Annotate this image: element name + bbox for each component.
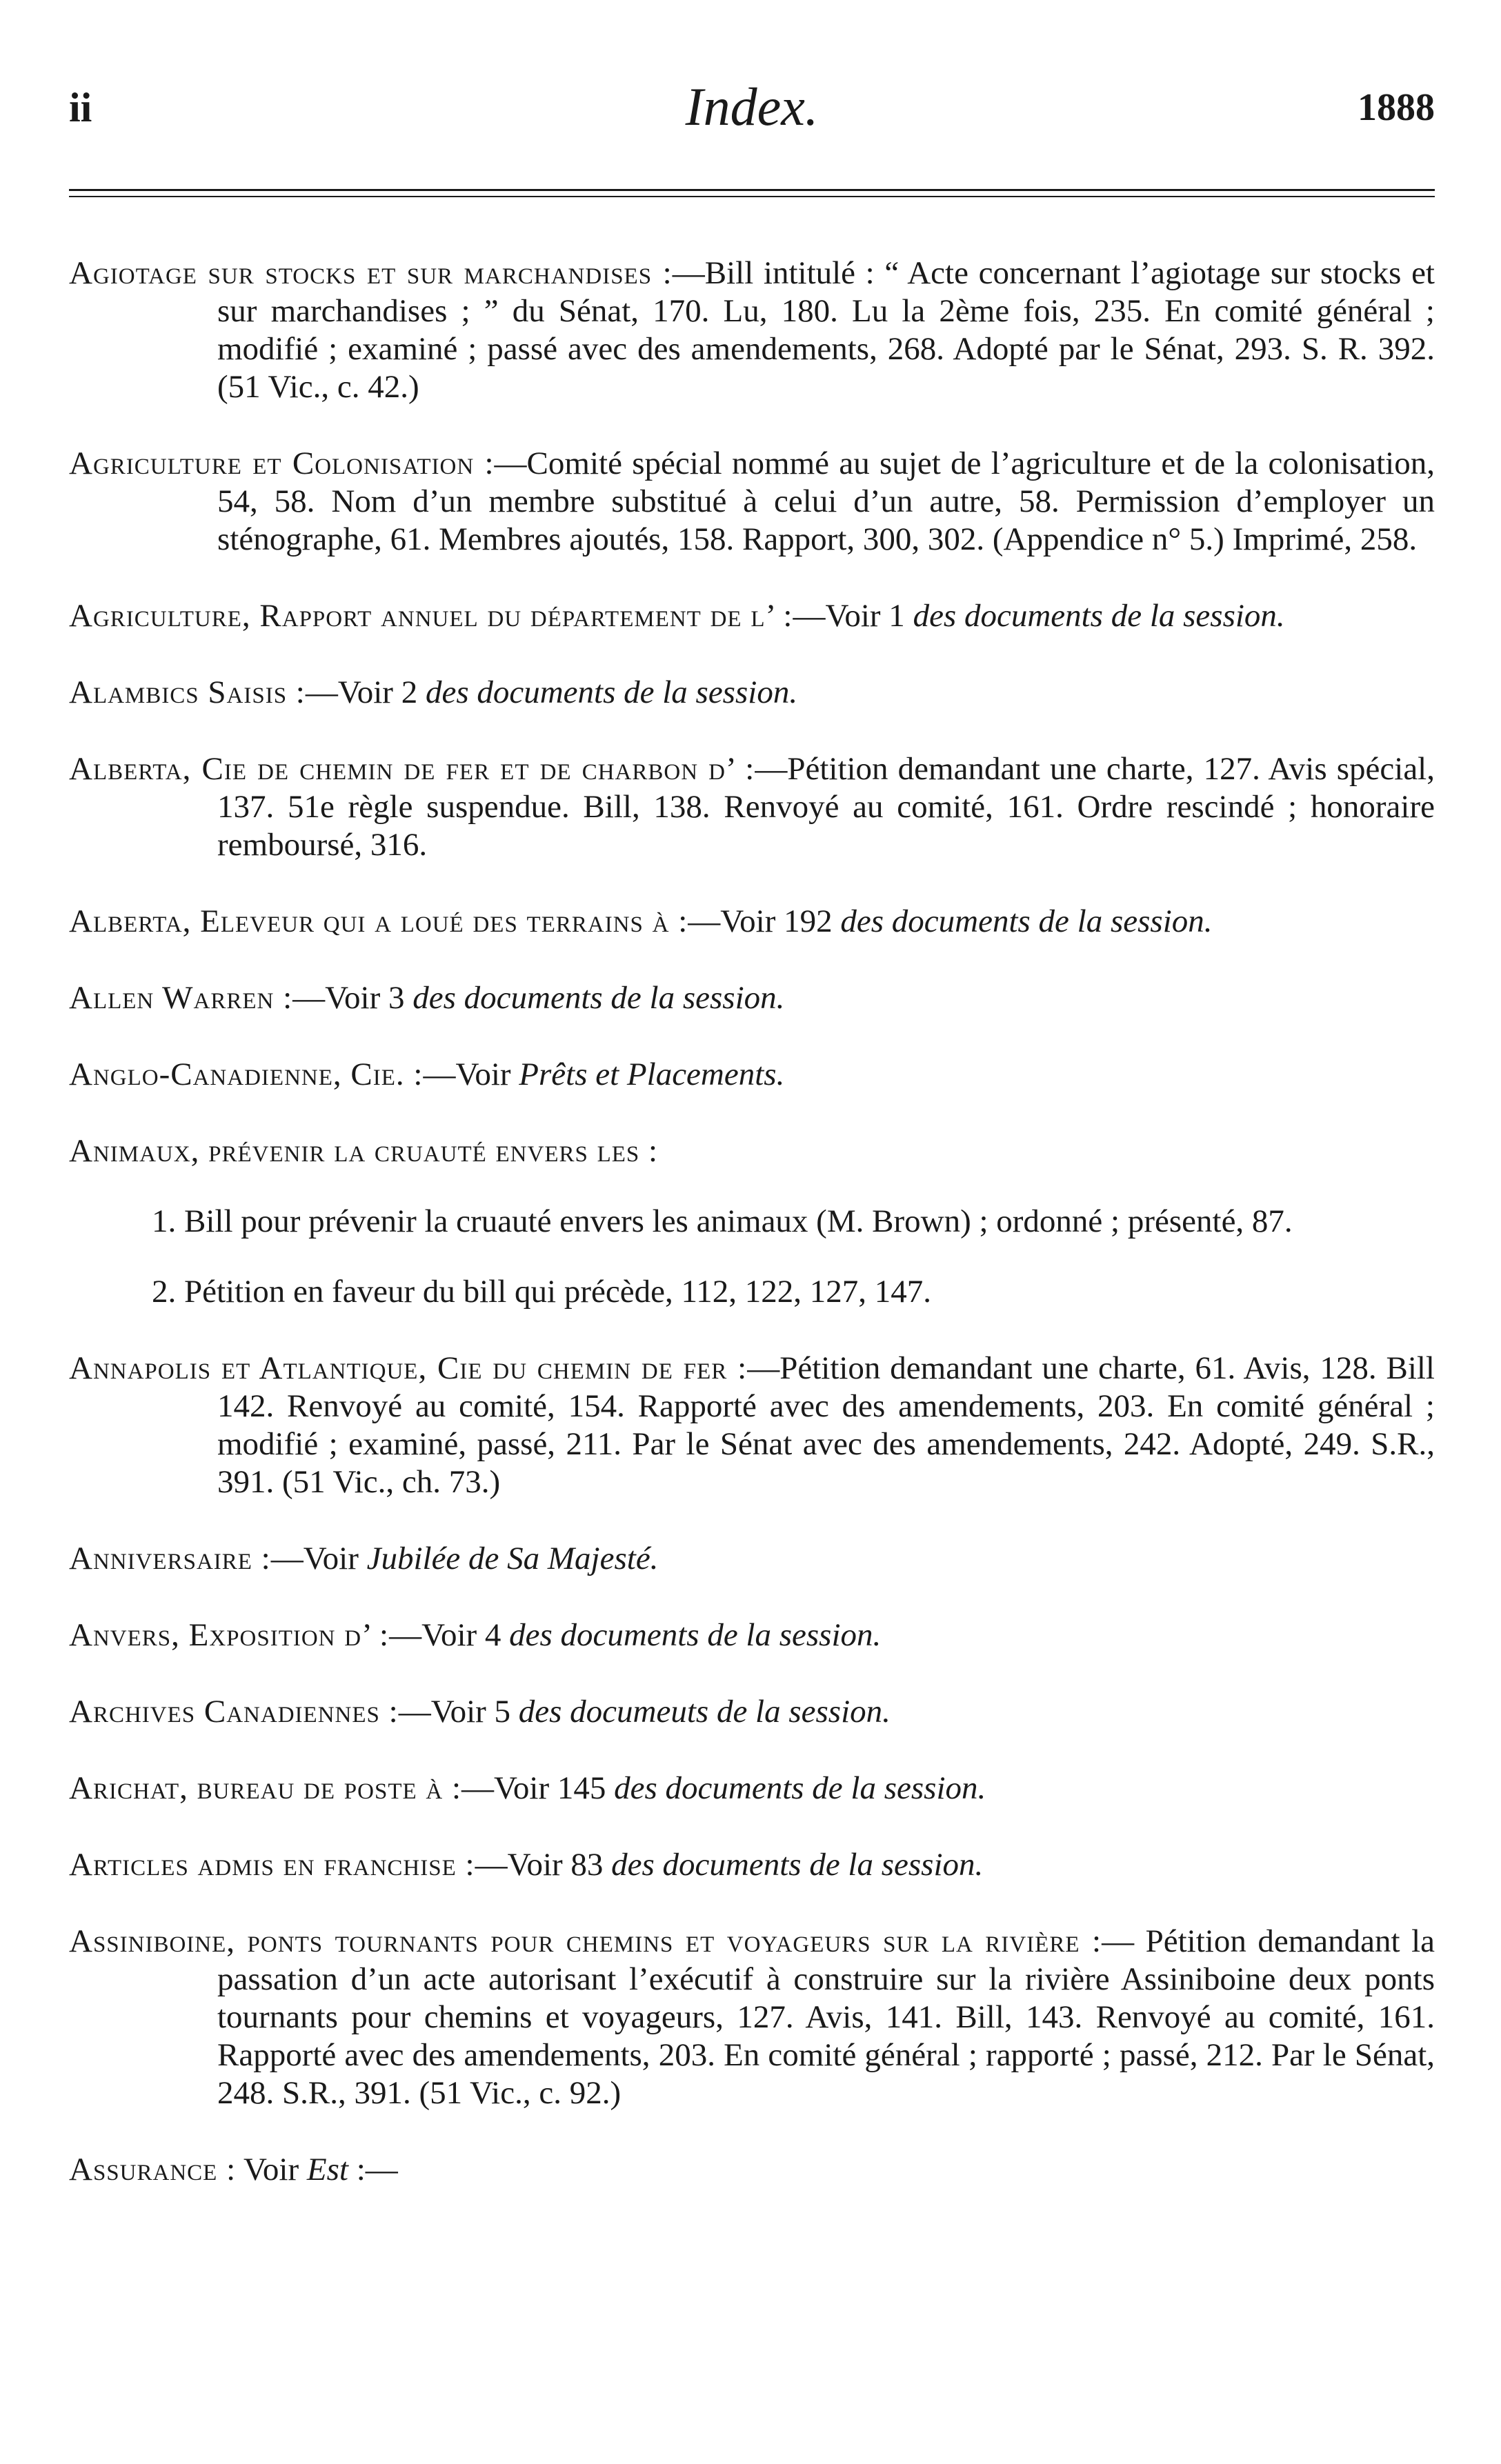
entry-reference: des documents de la session. — [614, 1770, 986, 1806]
header-rule-bottom — [69, 196, 1435, 197]
entry-text: —Voir 145 — [461, 1770, 615, 1806]
entry-heading: Alberta, Cie de chemin de fer et de charbon d’ : — [69, 751, 755, 787]
entry-heading: Articles admis en franchise : — [69, 1847, 475, 1883]
entry-text: —Voir 3 — [292, 980, 413, 1016]
entry-heading: Assiniboine, ponts tournants pour chemins et voyageurs sur la rivière : — [69, 1923, 1102, 1959]
entry-heading: Anniversaire : — [69, 1541, 271, 1576]
page-header — [69, 76, 1435, 159]
entry-heading: Agriculture, Rapport annuel du département de l’ : — [69, 598, 793, 634]
entry-text: — Pétition demandant la passation d’un acte autorisant l’exécutif à construire sur la rivière Assiniboine deux ponts tournants pour chemins et voyageurs, 127. Avis, 141. Bill, 143. Renvoyé au comité, 161. Rapporté avec des amendements, 203. En comité général ; rapporté ; passé, 212. Par le Sénat, 248. S.R., 391. (51 Vic., c. 92.) — [217, 1923, 1435, 2111]
subentry-number: 2. — [152, 1274, 177, 1310]
index-entry-annapolis — [69, 1350, 1435, 1501]
index-entry-agriculture-colonisation — [69, 445, 1435, 559]
index-entry-anglo-canadienne — [69, 1056, 1435, 1094]
page-number: ii — [69, 85, 92, 130]
index-entry-alambics — [69, 674, 1435, 712]
entry-text: Voir — [236, 2152, 307, 2187]
page-title: Index. — [685, 77, 819, 137]
index-entry-anniversaire — [69, 1540, 1435, 1578]
entry-heading: Animaux, prévenir la cruauté envers les : — [69, 1133, 659, 1169]
index-entries — [69, 222, 1435, 2227]
index-entry-allen-warren — [69, 979, 1435, 1017]
index-entry-arichat — [69, 1770, 1435, 1807]
entry-text: —Voir — [423, 1056, 519, 1092]
subentry-number: 1. — [152, 1203, 177, 1239]
entry-heading: Alberta, Eleveur qui a loué des terrains à : — [69, 903, 688, 939]
entry-reference: des documents de la session. — [840, 903, 1213, 939]
subentry-text: Bill pour prévenir la cruauté envers les animaux (M. Brown) ; ordonné ; présenté, 87. — [184, 1203, 1293, 1239]
entry-heading: Archives Canadiennes : — [69, 1694, 399, 1730]
entry-text: —Voir 192 — [688, 903, 841, 939]
entry-heading: Assurance : — [69, 2152, 237, 2187]
entry-text: —Voir 4 — [389, 1617, 510, 1653]
index-entry-agiotage — [69, 254, 1435, 406]
entry-reference: Prêts et Placements. — [519, 1056, 785, 1092]
entry-reference: des documents de la session. — [913, 598, 1285, 634]
entry-text: —Comité spécial nommé au sujet de l’agriculture et de la colonisation, 54, 58. Nom d’un membre substitué à celui d’un autre, 58. Permission d’employer un sténographe, 61. Membres ajoutés, 158. Rapport, 300, 302. (Appendice n° 5.) Imprimé, 258. — [217, 445, 1435, 557]
entry-text: —Voir 2 — [305, 674, 426, 710]
header-rule-top — [69, 189, 1435, 191]
entry-heading: Arichat, bureau de poste à : — [69, 1770, 462, 1806]
entry-heading: Alambics Saisis : — [69, 674, 306, 710]
entry-heading: Anvers, Exposition d’ : — [69, 1617, 390, 1653]
entry-reference: Jubilée de Sa Majesté. — [366, 1541, 659, 1576]
index-entry-alberta-chemin-de-fer — [69, 750, 1435, 864]
entry-heading: Agiotage sur stocks et sur marchandises : — [69, 255, 673, 291]
index-subentry — [69, 1203, 1435, 1241]
index-subentry — [69, 1273, 1435, 1311]
entry-reference: des documents de la session. — [425, 674, 798, 710]
index-page — [69, 0, 1435, 2464]
entry-reference: des documeuts de la session. — [518, 1694, 891, 1730]
entry-reference: des documents de la session. — [412, 980, 785, 1016]
entry-reference: des documents de la session. — [611, 1847, 984, 1883]
entry-reference: des documents de la session. — [509, 1617, 882, 1653]
entry-heading: Annapolis et Atlantique, Cie du chemin de fer : — [69, 1350, 748, 1386]
entry-text: —Bill intitulé : “ Acte concernant l’agiotage sur stocks et sur marchandises ; ” du Sénat, 170. Lu, 180. Lu la 2ème fois, 235. En comité général ; modifié ; examiné ; passé avec des amendements, 268. Adopté par le Sénat, 293. S. R. 392. (51 Vic., c. 42.) — [217, 255, 1435, 405]
index-entry-archives — [69, 1693, 1435, 1731]
index-entry-animaux — [69, 1132, 1435, 1170]
entry-text: —Pétition demandant une charte, 61. Avis, 128. Bill 142. Renvoyé au comité, 154. Rapporté avec des amendements, 203. En comité général ; modifié ; examiné, passé, 211. Par le Sénat avec des amendements, 242. Adopté, 249. S.R., 391. (51 Vic., ch. 73.) — [217, 1350, 1435, 1500]
entry-text: —Pétition demandant une charte, 127. Avis spécial, 137. 51e règle suspendue. Bill, 138. Renvoyé au comité, 161. Ordre rescindé ; honoraire remboursé, 316. — [217, 751, 1435, 863]
entry-text: —Voir 5 — [398, 1694, 519, 1730]
entry-text: —Voir — [270, 1541, 367, 1576]
index-entry-assiniboine — [69, 1923, 1435, 2112]
index-entry-agriculture-rapport — [69, 597, 1435, 635]
index-entry-alberta-eleveur — [69, 903, 1435, 941]
entry-heading: Anglo-Canadienne, Cie. : — [69, 1056, 424, 1092]
entry-heading: Allen Warren : — [69, 980, 293, 1016]
index-entry-articles-franchise — [69, 1846, 1435, 1884]
index-entry-assurance — [69, 2151, 1435, 2189]
subentry-text: Pétition en faveur du bill qui précède, 112, 122, 127, 147. — [184, 1274, 931, 1310]
entry-heading: Agriculture et Colonisation : — [69, 445, 495, 481]
index-entry-anvers — [69, 1616, 1435, 1654]
entry-reference: Est — [306, 2152, 348, 2187]
entry-text: —Voir 1 — [793, 598, 913, 634]
entry-text: —Voir 83 — [475, 1847, 612, 1883]
entry-tail: :— — [348, 2152, 398, 2187]
page-year: 1888 — [1358, 86, 1435, 129]
